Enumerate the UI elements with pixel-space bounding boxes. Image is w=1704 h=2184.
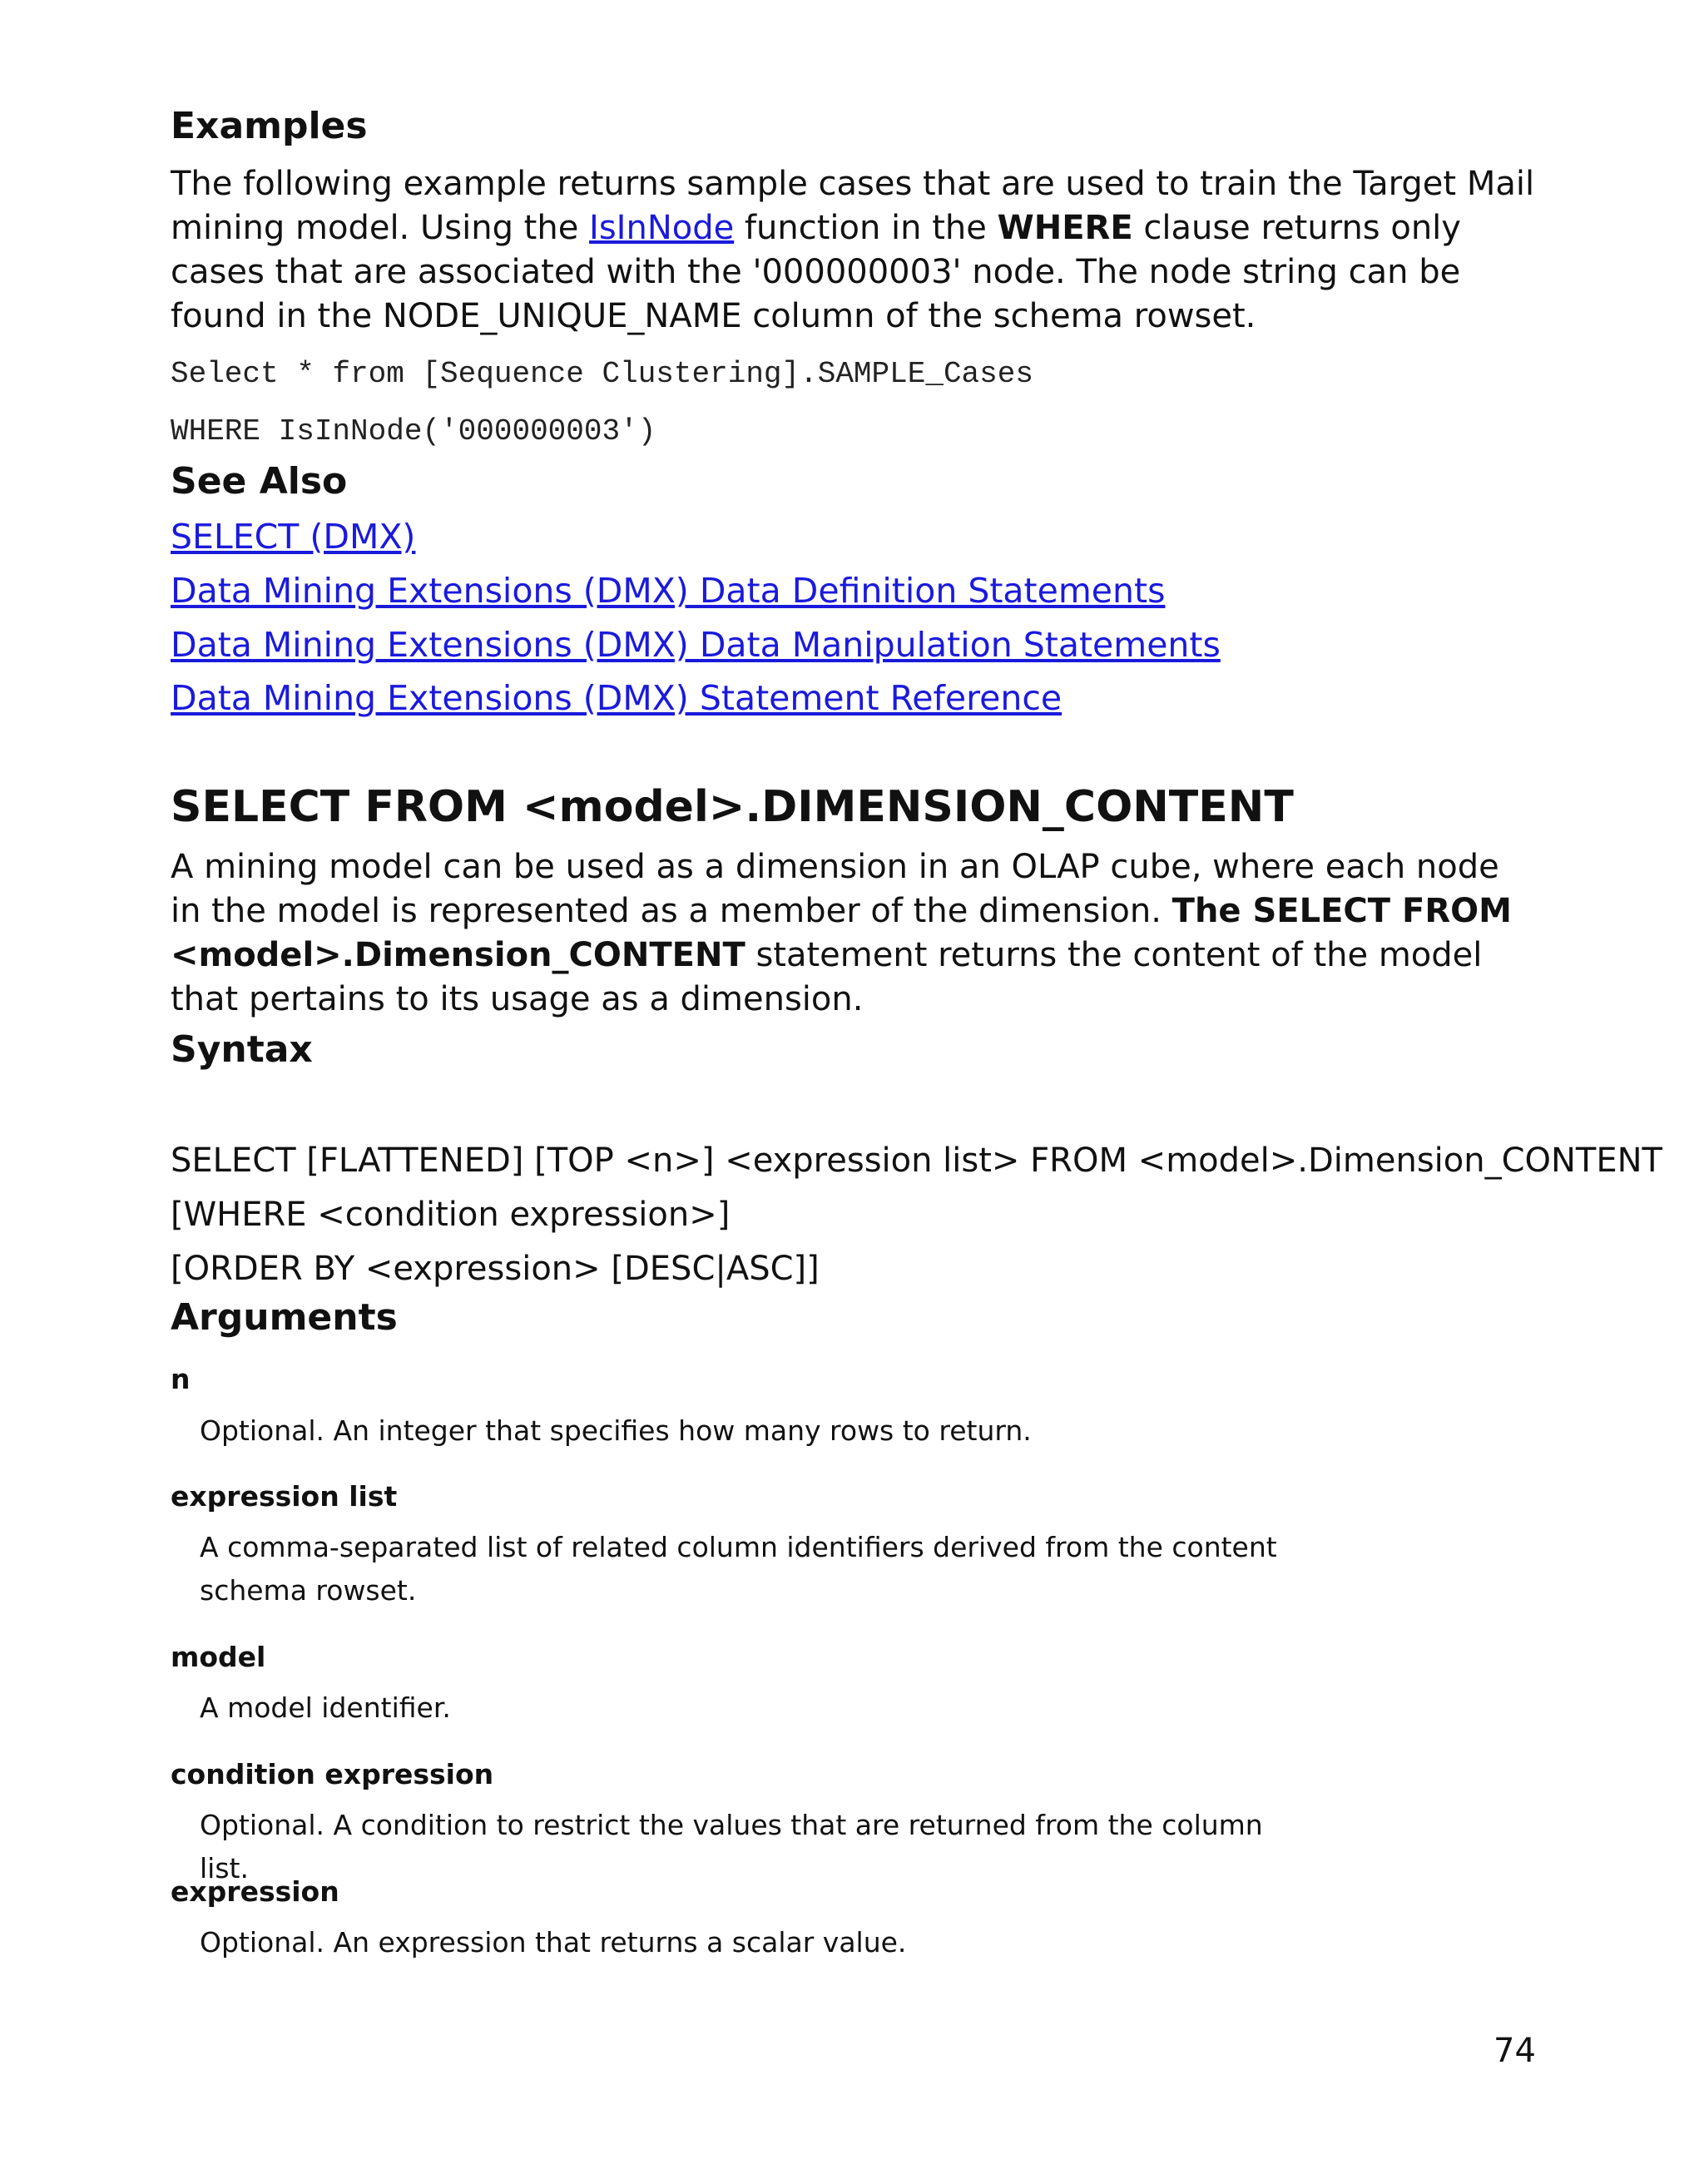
see-also-link-select-dmx[interactable]: SELECT (DMX): [171, 517, 416, 557]
code-line-2: WHERE IsInNode('000000003'): [171, 414, 656, 448]
argument-def-condition-expression: Optional. A condition to restrict the values that are returned from the column list.: [200, 1809, 1263, 1884]
syntax-line-3: [ORDER BY <expression> [DESC|ASC]]: [171, 1250, 820, 1288]
argument-def-expression-list: A comma-separated list of related column identifiers derived from the content schema rowset.: [200, 1531, 1277, 1607]
see-also-link-reference[interactable]: Data Mining Extensions (DMX) Statement Reference: [171, 678, 1063, 718]
argument-term-n: n: [171, 1363, 191, 1395]
see-also-link-dml[interactable]: Data Mining Extensions (DMX) Data Manipulation Statements: [171, 625, 1221, 665]
section-bold-text: The SELECT FROM <model>.Dimension_CONTENT: [171, 892, 1512, 974]
section-text-b: statement returns the content of the model that pertains to its usage as a dimension.: [171, 936, 1483, 1018]
arguments-heading: Arguments: [171, 1296, 398, 1339]
argument-def-model: A model identifier.: [200, 1691, 451, 1724]
examples-heading: Examples: [171, 105, 368, 147]
see-also-heading: See Also: [171, 460, 348, 503]
syntax-line-2: [WHERE <condition expression>]: [171, 1196, 731, 1234]
argument-term-expression: expression: [171, 1875, 339, 1908]
argument-def-expression: Optional. An expression that returns a scalar value.: [200, 1926, 907, 1959]
argument-term-expression-list: expression list: [171, 1480, 398, 1513]
examples-paragraph: [171, 162, 1535, 339]
examples-text-c: clause returns only cases that are associated with the '000000003' node. The node string can be found in the NODE_UNIQUE_NAME column of the schema rowset.: [171, 209, 1461, 335]
syntax-heading: Syntax: [171, 1028, 313, 1071]
section-text-a: A mining model can be used as a dimension in an OLAP cube, where each node in the model is represented as a member of the dimension.: [171, 848, 1499, 930]
section-paragraph: [171, 845, 1535, 1022]
argument-def-n: Optional. An integer that specifies how many rows to return.: [200, 1414, 1032, 1447]
argument-term-model: model: [171, 1641, 266, 1673]
isinnode-link[interactable]: IsInNode: [589, 209, 735, 247]
argument-term-condition-expression: condition expression: [171, 1758, 494, 1790]
examples-text-a: The following example returns sample cases that are used to train the Target Mail mining model. Using the: [171, 165, 1535, 247]
syntax-line-1: SELECT [FLATTENED] [TOP <n>] <expression list> FROM <model>.Dimension_CONTENT: [171, 1142, 1662, 1180]
see-also-link-ddl[interactable]: Data Mining Extensions (DMX) Data Definition Statements: [171, 571, 1166, 611]
code-line-1: Select * from [Sequence Clustering].SAMPLE_Cases: [171, 357, 1033, 391]
page-number: 74: [1493, 2032, 1536, 2070]
examples-text-b: function in the: [734, 209, 998, 247]
section-title: SELECT FROM <model>.DIMENSION_CONTENT: [171, 782, 1294, 832]
where-keyword: WHERE: [997, 209, 1133, 247]
